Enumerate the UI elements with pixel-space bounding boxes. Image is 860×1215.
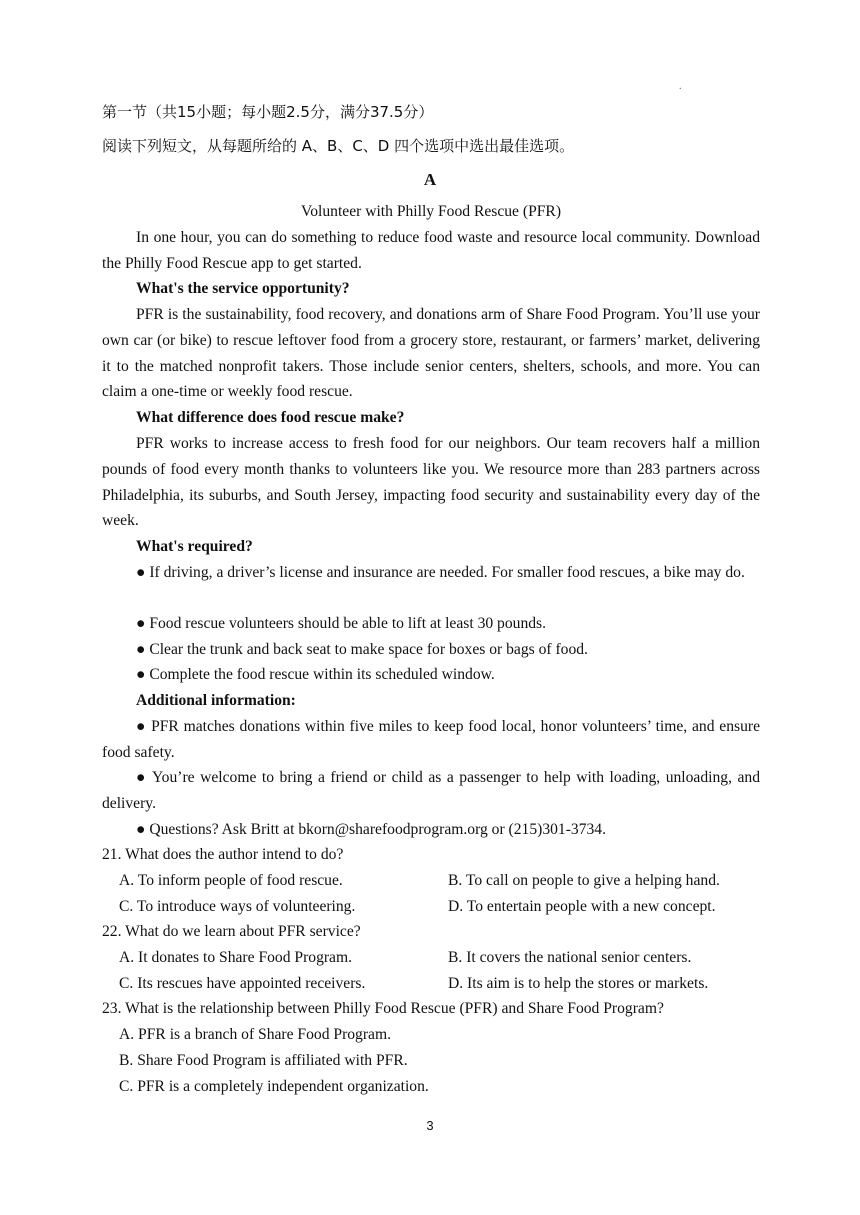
corner-mark: . bbox=[679, 81, 682, 92]
option-22-a: A. It donates to Share Food Program. bbox=[119, 949, 353, 966]
additional-info-item: ● PFR matches donations within five miles to keep food local, honor volunteers’ time, and ensure food safety. bbox=[102, 718, 760, 761]
instruction-text: 阅读下列短文，从每题所给的 A、B、C、D 四个选项中选出最佳选项。 bbox=[102, 137, 575, 155]
option-23-b: B. Share Food Program is affiliated with PFR. bbox=[119, 1052, 408, 1069]
requirement-item: ● Complete the food rescue within its scheduled window. bbox=[136, 666, 495, 683]
option-22-d: D. Its aim is to help the stores or markets. bbox=[448, 975, 709, 992]
option-21-b: B. To call on people to give a helping hand. bbox=[448, 872, 720, 889]
option-21-d: D. To entertain people with a new concept. bbox=[448, 898, 716, 915]
page-number: 3 bbox=[426, 1118, 434, 1133]
additional-info-item: ● You’re welcome to bring a friend or child as a passenger to help with loading, unloading, and delivery. bbox=[102, 769, 760, 812]
passage-letter: A bbox=[423, 170, 437, 189]
requirement-item: ● Clear the trunk and back seat to make space for boxes or bags of food. bbox=[136, 641, 588, 658]
requirement-item: ● Food rescue volunteers should be able to lift at least 30 pounds. bbox=[136, 615, 547, 632]
heading-additional-info: Additional information: bbox=[136, 692, 296, 709]
section-heading: 第一节（共15小题；每小题2.5分，满分37.5分） bbox=[102, 103, 434, 121]
option-22-c: C. Its rescues have appointed receivers. bbox=[119, 975, 366, 992]
passage-title: Volunteer with Philly Food Rescue (PFR) bbox=[300, 203, 562, 220]
option-23-a: A. PFR is a branch of Share Food Program. bbox=[119, 1026, 391, 1043]
paragraph-service-opportunity: PFR is the sustainability, food recovery, and donations arm of Share Food Program. You’ll use your own car (or bike) to rescue leftover food from a grocery store, restaurant, or farmers’ market, delivering it to the matched nonprofit takers. Those include senior centers, shelters, schools, and more. You can claim a one-time or weekly food rescue. bbox=[102, 306, 760, 401]
heading-required: What's required? bbox=[136, 538, 253, 555]
question-stem-21: 21. What does the author intend to do? bbox=[102, 846, 344, 863]
question-stem-22: 22. What do we learn about PFR service? bbox=[102, 923, 361, 940]
heading-difference: What difference does food rescue make? bbox=[136, 409, 405, 426]
heading-service-opportunity: What's the service opportunity? bbox=[136, 280, 350, 297]
option-23-c: C. PFR is a completely independent organization. bbox=[119, 1078, 429, 1095]
option-21-c: C. To introduce ways of volunteering. bbox=[119, 898, 356, 915]
option-22-b: B. It covers the national senior centers. bbox=[448, 949, 692, 966]
option-21-a: A. To inform people of food rescue. bbox=[119, 872, 343, 889]
paragraph-difference: PFR works to increase access to fresh food for our neighbors. Our team recovers half a million pounds of food every month thanks to volunteers like you. We resource more than 283 partners across Philadelphia, its suburbs, and South Jersey, impacting food security and sustainability every day of the week. bbox=[102, 435, 760, 530]
requirement-item: ● If driving, a driver’s license and insurance are needed. For smaller food rescues, a bike may do. bbox=[136, 564, 745, 581]
question-stem-23: 23. What is the relationship between Philly Food Rescue (PFR) and Share Food Program? bbox=[102, 1000, 664, 1017]
intro-paragraph: In one hour, you can do something to reduce food waste and resource local community. Download the Philly Food Rescue app to get started. bbox=[102, 229, 760, 272]
additional-info-item: ● Questions? Ask Britt at bkorn@sharefoodprogram.org or (215)301-3734. bbox=[136, 821, 607, 838]
